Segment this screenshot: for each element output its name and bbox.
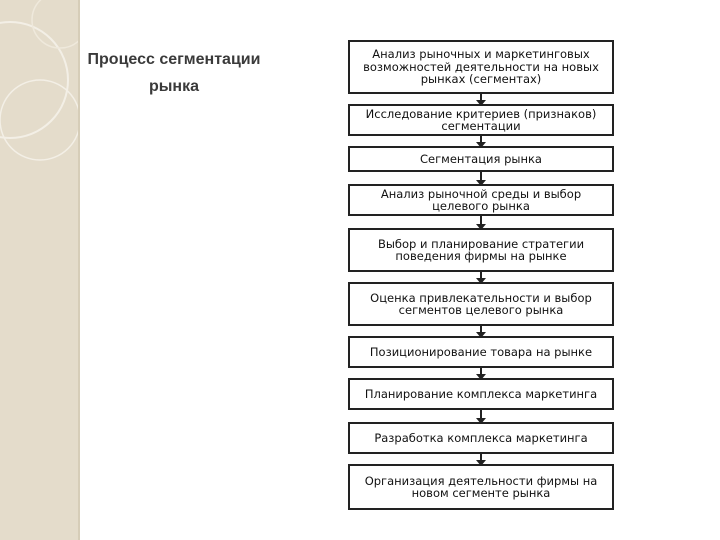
flow-step-environment-analysis — [348, 184, 614, 216]
flow-arrow — [480, 136, 482, 146]
flow-step-label: Сегментация рынка — [420, 151, 542, 166]
flow-arrow — [480, 326, 482, 336]
flow-step-label: Исследование критериев (признаков) сегментации — [365, 106, 597, 133]
flow-step-label: Выбор и планирование стратегии поведения фирмы на рынке — [377, 236, 585, 263]
flow-arrow — [480, 94, 482, 104]
slide-title-line-2: рынка — [148, 78, 199, 95]
flow-arrow — [480, 216, 482, 228]
flow-step-label: Разработка комплекса маркетинга — [374, 430, 588, 445]
slide-title-line-1: Процесс сегментации — [87, 51, 261, 68]
flow-step-label: Оценка привлекательности и выбор сегментов целевого рынка — [370, 290, 592, 317]
flow-step-organization — [348, 464, 614, 510]
flow-step-label: Анализ рыночных и маркетинговых возможностей деятельности на новых рынках (сегментах) — [363, 47, 599, 87]
flow-step-label: Планирование комплекса маркетинга — [364, 386, 598, 401]
flow-step-label: Анализ рыночной среды и выбор целевого рынка — [380, 186, 582, 213]
flow-step-marketing-mix-planning — [348, 378, 614, 410]
flow-arrow — [480, 454, 482, 464]
flow-step-positioning — [348, 336, 614, 368]
flow-arrow — [480, 272, 482, 282]
flow-arrow — [480, 172, 482, 184]
flow-arrow — [480, 410, 482, 422]
flow-step-criteria-research — [348, 104, 614, 136]
flow-step-label: Организация деятельности фирмы на новом сегменте рынка — [364, 473, 598, 500]
flow-step-market-analysis — [348, 40, 614, 94]
flow-step-segmentation — [348, 146, 614, 172]
flow-step-strategy-planning — [348, 228, 614, 272]
flow-arrow — [480, 368, 482, 378]
flow-step-segment-evaluation — [348, 282, 614, 326]
flow-step-label: Позиционирование товара на рынке — [369, 344, 593, 359]
flow-step-marketing-mix-development — [348, 422, 614, 454]
